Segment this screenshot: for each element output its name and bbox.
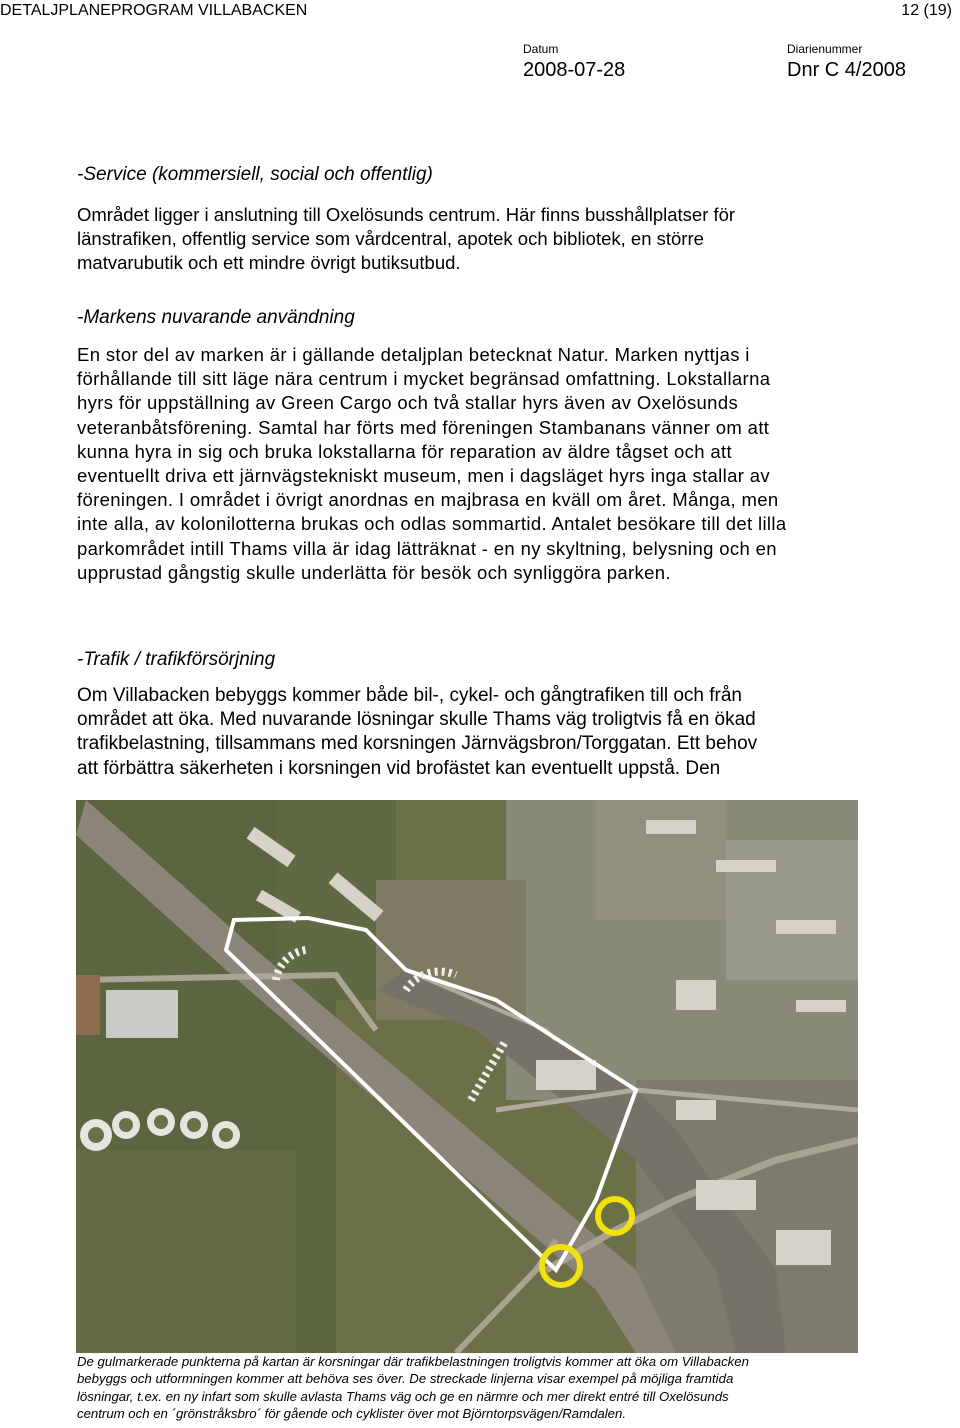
trafik-paragraph — [77, 684, 887, 781]
text-line: Om Villabacken bebyggs kommer både bil-, cykel- och gångtrafiken till och från — [77, 685, 742, 706]
text-line: förhållande till sitt läge nära centrum i mycket begränsad omfattning. Lokstallarna — [77, 368, 771, 390]
page-number: 12 (19) — [901, 2, 952, 19]
text-line: veteranbåtsförening. Samtal har förts med föreningen Stambanans vänner om att — [77, 416, 770, 438]
caption-line: lösningar, t.ex. en ny infart som skulle avlasta Thams väg och ge en närmre och mer direkt entré till Oxelösunds — [77, 1388, 729, 1404]
aerial-map-drawing — [76, 800, 858, 1353]
document-title: DETALJPLANEPROGRAM VILLABACKEN — [0, 2, 308, 19]
text-line: att förbättra säkerheten i korsningen vid brofästet kan eventuellt uppstå. Den — [77, 757, 721, 779]
text-line: länstrafiken, offentlig service som vårdcentral, apotek och bibliotek, en större — [77, 228, 704, 250]
text-line: trafikbelastning, tillsammans med korsningen Järnvägsbron/Torggatan. Ett behov — [77, 733, 758, 755]
text-line: kunna hyra in sig och bruka lokstallarna för reparation av äldre tågset och att — [77, 440, 732, 462]
text-line: området att öka. Med nuvarande lösningar skulle Thams väg troligtvis få en ökad — [77, 709, 756, 731]
caption-line: bebyggs och utformningen kommer att behöva ses över. De streckade linjerna visar exempel på möjliga framtida — [77, 1371, 734, 1387]
trafik-heading: -Trafik / trafikförsörjning — [77, 649, 276, 670]
datum-value: 2008-07-28 — [523, 59, 626, 81]
caption-line: centrum och en ´grönstråksbro´ för gående och cyklister över mot Björntorpsvägen/Ramdalen. — [77, 1405, 627, 1421]
markens-heading: -Markens nuvarande användning — [77, 307, 355, 328]
datum-label: Datum — [523, 42, 559, 56]
service-paragraph — [77, 203, 887, 276]
map-caption — [77, 1353, 897, 1422]
text-line: föreningen. I området i övrigt anordnas en majbrasa en kväll om året. Många, men — [77, 489, 779, 511]
markens-paragraph — [77, 343, 892, 585]
text-line: upprustad gångstig skulle underlätta för besök och synliggöra parken. — [77, 561, 671, 583]
text-line: parkområdet intill Thams villa är idag lätträknat - en ny skyltning, belysning och en — [77, 537, 777, 559]
text-line: hyrs för uppställning av Green Cargo och två stallar hyrs även av Oxelösunds — [77, 392, 739, 414]
text-line: inte alla, av kolonilotterna brukas och odlas sommartid. Antalet besökare till det lilla — [77, 513, 787, 535]
text-line: matvarubutik och ett mindre övrigt butiksutbud. — [77, 252, 461, 274]
aerial-map — [76, 800, 858, 1353]
diarienummer-label: Diarienummer — [787, 42, 863, 56]
text-line: eventuellt driva ett järnvägstekniskt museum, men i dagsläget hyrs inga stallar av — [77, 465, 770, 487]
service-heading: -Service (kommersiell, social och offentlig) — [77, 164, 433, 185]
text-line: En stor del av marken är i gällande detaljplan betecknat Natur. Marken nyttjas i — [77, 344, 750, 365]
text-line: Området ligger i anslutning till Oxelösunds centrum. Här finns busshållplatser för — [77, 204, 736, 225]
caption-line: De gulmarkerade punkterna på kartan är korsningar där trafikbelastningen troligtvis kommer att öka om Villabacken — [77, 1354, 749, 1369]
diarienummer-value: Dnr C 4/2008 — [787, 59, 906, 81]
